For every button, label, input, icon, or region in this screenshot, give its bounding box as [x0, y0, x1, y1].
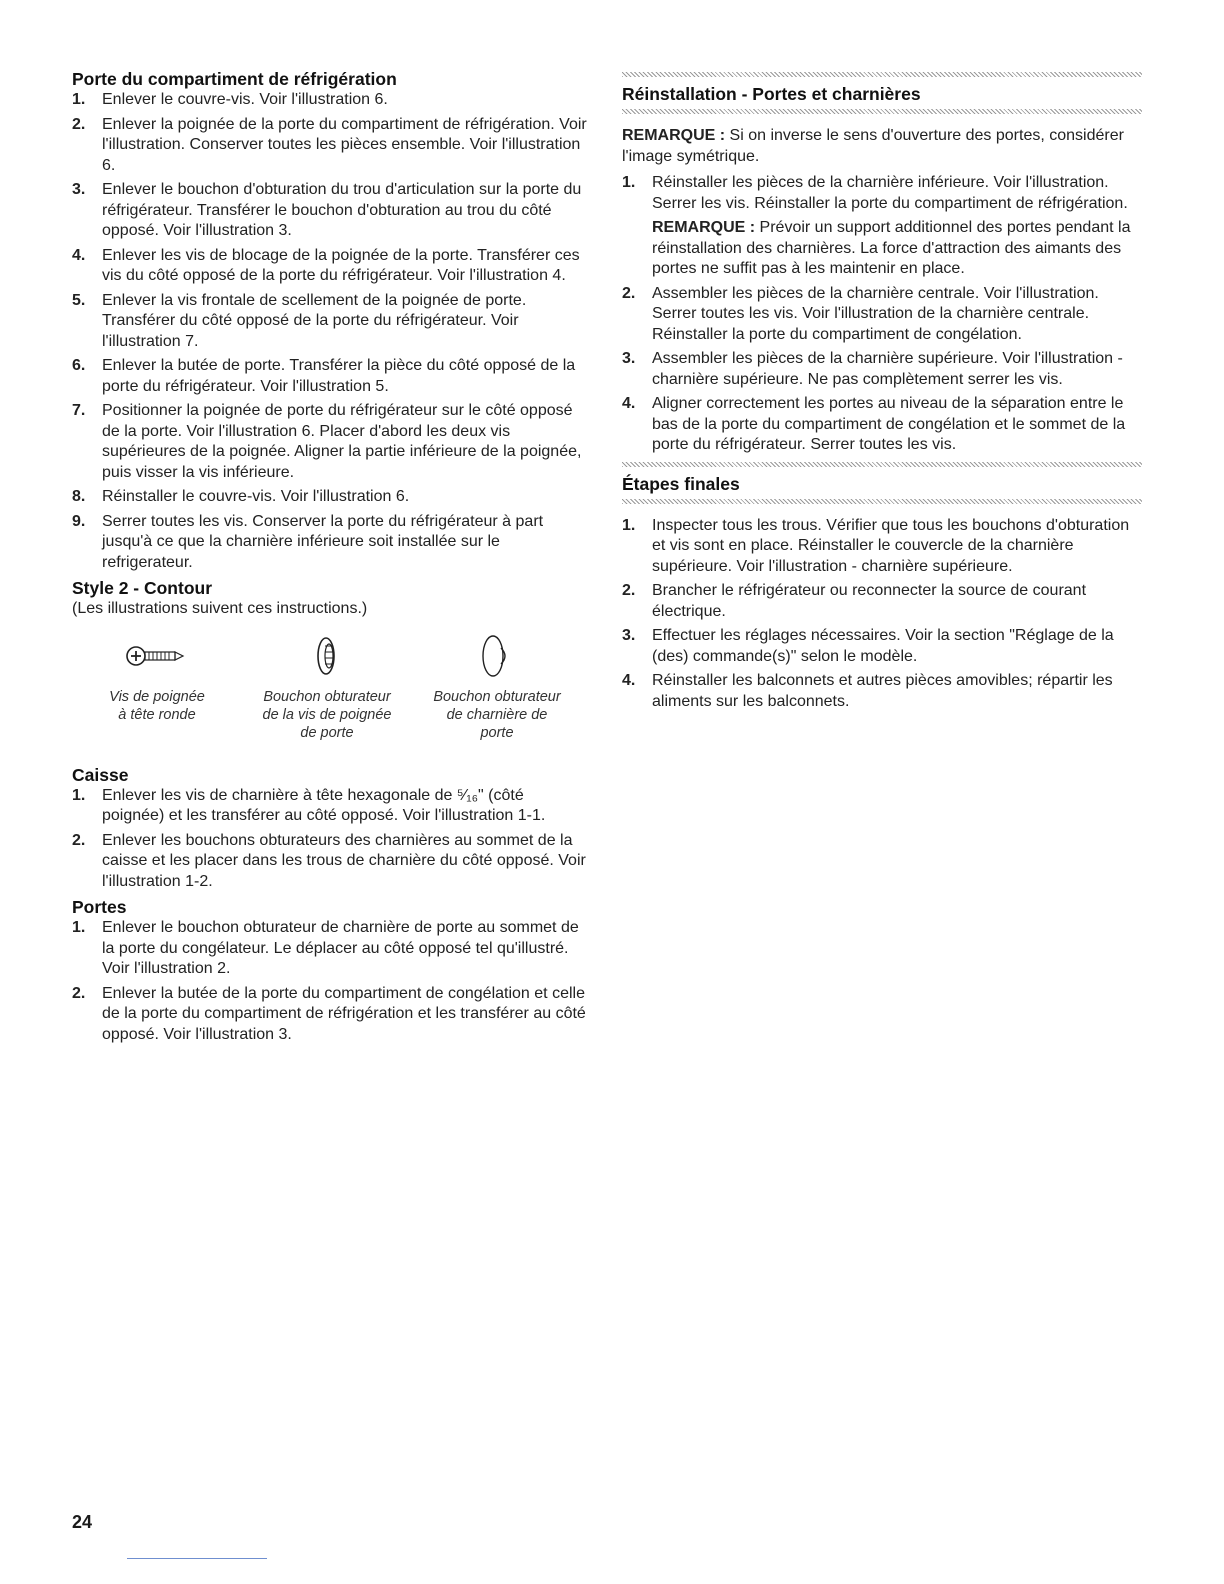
step-number: 2. — [72, 831, 86, 849]
step-number: 7. — [72, 402, 86, 419]
step-text: Enlever la poignée de la porte du compartiment de réfrigération. Voir l'illustration. Conserver toutes les pièces ensemble. Voir l'illustration 6. — [102, 115, 587, 174]
parts-illustration-row — [72, 630, 582, 742]
step-text: Assembler les pièces de la charnière supérieure. Voir l'illustration - charnière supérieure. Ne pas complètement serrer les vis. — [652, 350, 1123, 388]
step-text: Réinstaller les balconnets et autres pièces amovibles; répartir les aliments sur les balconnets. — [652, 672, 1113, 710]
step-number: 1. — [72, 919, 86, 936]
step-number: 4. — [622, 395, 636, 412]
step-text: Réinstaller le couvre-vis. Voir l'illustration 6. — [102, 488, 410, 505]
step-text: Serrer toutes les vis. Conserver la porte du réfrigérateur à part jusqu'à ce que la charnière inférieure soit installée sur le refrigerateur. — [102, 512, 544, 571]
step-number: 5. — [72, 291, 86, 309]
list-item — [72, 786, 588, 827]
part-round-head-screw — [72, 630, 242, 742]
step-text: Enlever le bouchon obturateur de charnière de porte au sommet de la porte du congélateur. Le déplacer au côté opposé tel qu'illustré. Voir l'illustration 2. — [102, 919, 579, 977]
step-text: Enlever la vis frontale de scellement de la poignée de porte. Transférer du côté opposé de la porte du réfrigérateur. Voir l'illustration 7. — [102, 291, 527, 350]
step-text: Enlever le bouchon d'obturation du trou d'articulation sur la porte du réfrigérateur. Transférer le bouchon d'obturation au trou du côté opposé. Voir l'illustration 3. — [102, 181, 582, 239]
right-column — [622, 0, 1142, 716]
handle-screw-plug-icon — [312, 634, 342, 678]
step-number: 3. — [622, 627, 636, 644]
part-handle-screw-plug — [242, 630, 412, 742]
step-text: Assembler les pièces de la charnière centrale. Voir l'illustration. Serrer toutes les vis. Voir l'illustration de la charnière centrale. Réinstaller la porte du compartiment de congélation. — [652, 284, 1099, 343]
list-item — [622, 516, 1142, 578]
round-head-screw-icon — [125, 641, 189, 671]
step-number: 2. — [622, 284, 636, 302]
list-item — [622, 581, 1142, 622]
caisse-heading: Caisse — [72, 764, 129, 785]
reinstall-heading: Réinstallation - Portes et charnières — [622, 84, 921, 104]
list-item — [622, 173, 1142, 280]
step-text: Réinstaller les pièces de la charnière inférieure. Voir l'illustration. Serrer les vis. Réinstaller la porte du compartiment de réfrigération. — [652, 174, 1128, 212]
style2-subtitle: (Les illustrations suivent ces instructions.) — [72, 600, 368, 617]
list-item — [72, 512, 588, 574]
list-item — [622, 626, 1142, 667]
section-divider-bottom — [622, 109, 1142, 114]
list-item — [72, 246, 588, 287]
step-number: 1. — [72, 91, 86, 108]
list-item — [622, 671, 1142, 712]
step-number: 4. — [72, 246, 86, 264]
list-item — [622, 284, 1142, 346]
step-number: 2. — [622, 582, 636, 599]
inner-note — [652, 218, 1142, 280]
list-item — [72, 356, 588, 397]
step-number: 1. — [622, 174, 636, 191]
final-steps — [622, 516, 1142, 713]
step-text: Enlever les vis de blocage de la poignée de la porte. Transférer ces vis du côté opposé de la porte du réfrigérateur. Voir l'illustration 4. — [102, 246, 580, 284]
step-number: 4. — [622, 672, 636, 689]
step-text: Inspecter tous les trous. Vérifier que tous les bouchons d'obturation et vis sont en place. Réinstaller le couvercle de la charnière supérieure. Voir l'illustration - charnière supérieure. — [652, 516, 1130, 575]
step-number: 3. — [622, 350, 636, 367]
list-item — [622, 394, 1142, 456]
part-hinge-plug — [412, 630, 582, 742]
step-text: Effectuer les réglages nécessaires. Voir la section "Réglage de la (des) commande(s)" selon le modèle. — [652, 627, 1114, 665]
step-text: Aligner correctement les portes au niveau de la séparation entre le bas de la porte du compartiment de congélation et le sommet de la porte du réfrigérateur. Serrer toutes les vis. — [652, 395, 1126, 453]
part2-caption-line2: de la vis de poignée — [262, 706, 392, 723]
inner-note-label: REMARQUE : — [652, 219, 756, 236]
note-label: REMARQUE : — [622, 127, 726, 144]
left-column — [72, 0, 588, 1049]
refrigeration-door-steps — [72, 90, 588, 573]
list-item — [72, 831, 588, 893]
style2-heading: Style 2 - Contour — [72, 578, 213, 598]
caisse-steps — [72, 786, 588, 893]
final-steps-heading: Étapes finales — [622, 473, 740, 494]
step-text: Positionner la poignée de porte du réfrigérateur sur le côté opposé de la porte. Voir l'illustration 6. Placer d'abord les deux vis supérieures de la poignée. Aligner la partie inférieure de la poignée, puis visser la vis inférieure. — [102, 402, 582, 481]
step-number: 9. — [72, 512, 86, 530]
hinge-plug-icon — [477, 631, 517, 681]
portes-steps — [72, 918, 588, 1045]
part1-caption-line2: à tête ronde — [118, 706, 196, 723]
list-item — [72, 401, 588, 483]
page-number: 24 — [72, 1512, 93, 1532]
inner-note-text: Prévoir un support additionnel des portes pendant la réinstallation des charnières. La force d'attraction des aimants des portes ne suffit pas à les maintenir en place. — [652, 219, 1131, 277]
note-text: Si on inverse le sens d'ouverture des portes, considérer l'image symétrique. — [622, 127, 1124, 165]
step-number: 3. — [72, 181, 86, 198]
reinstall-note — [622, 126, 1142, 167]
part1-caption-line1: Vis de poignée — [109, 688, 205, 705]
step-text: Enlever les vis de charnière à tête hexagonale de ⁵⁄₁₆" (côté poignée) et les transférer au côté opposé. Voir l'illustration 1-1. — [102, 786, 546, 824]
step-number: 2. — [72, 115, 86, 133]
step-number: 1. — [622, 516, 636, 534]
reinstall-steps — [622, 173, 1142, 456]
list-item — [72, 984, 588, 1046]
step-number: 6. — [72, 357, 86, 374]
list-item — [72, 291, 588, 353]
list-item — [622, 349, 1142, 390]
list-item — [72, 180, 588, 242]
step-number: 2. — [72, 984, 86, 1002]
list-item — [72, 487, 588, 508]
step-number: 8. — [72, 488, 86, 505]
part2-caption-line1: Bouchon obturateur — [263, 688, 391, 705]
section-divider-bottom — [622, 499, 1142, 504]
step-text: Enlever la butée de la porte du compartiment de congélation et celle de la porte du compartiment de réfrigération et les transférer au côté opposé. Voir l'illustration 3. — [102, 984, 586, 1043]
step-text: Enlever la butée de porte. Transférer la pièce du côté opposé de la porte du réfrigérateur. Voir l'illustration 5. — [102, 357, 576, 395]
bottom-rule — [127, 1558, 267, 1559]
refrigeration-door-heading: Porte du compartiment de réfrigération — [72, 69, 397, 89]
part3-caption-line3: porte — [480, 724, 514, 741]
part3-caption-line2: de charnière de — [446, 706, 548, 723]
part2-caption-line3: de porte — [300, 724, 354, 741]
portes-heading: Portes — [72, 897, 127, 917]
step-text: Enlever les bouchons obturateurs des charnières au sommet de la caisse et les placer dans les trous de charnière du côté opposé. Voir l'illustration 1-2. — [102, 831, 586, 890]
part3-caption-line1: Bouchon obturateur — [433, 688, 561, 705]
step-number: 1. — [72, 786, 86, 804]
list-item — [72, 115, 588, 177]
list-item — [72, 90, 588, 111]
list-item — [72, 918, 588, 980]
step-text: Brancher le réfrigérateur ou reconnecter la source de courant électrique. — [652, 582, 1087, 620]
step-text: Enlever le couvre-vis. Voir l'illustration 6. — [102, 91, 388, 108]
